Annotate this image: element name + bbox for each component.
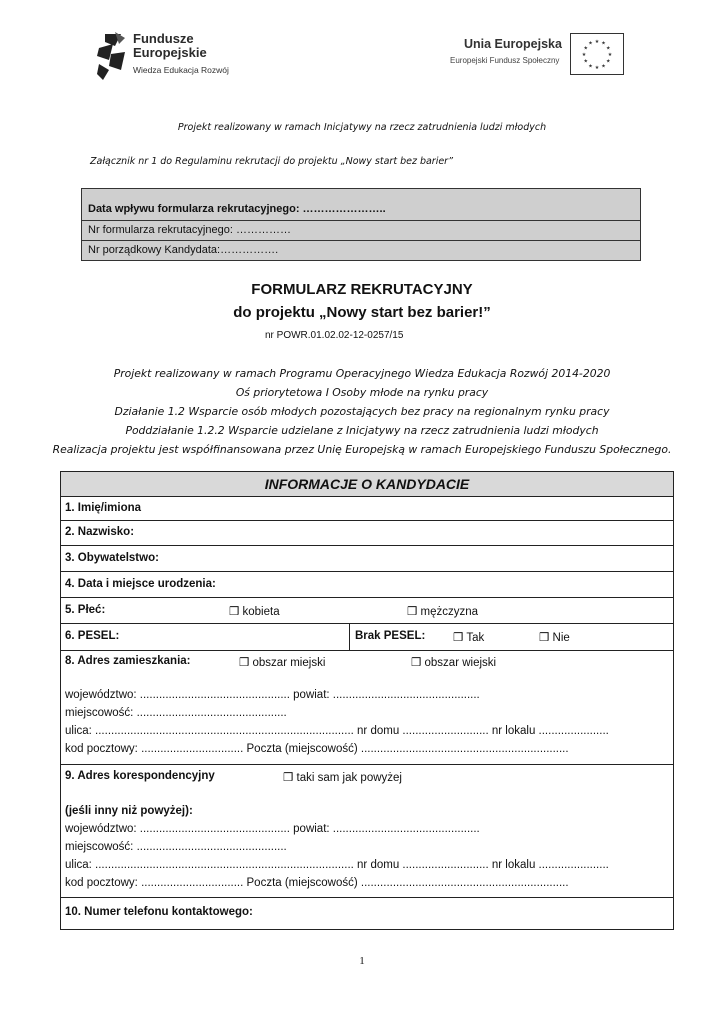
checkbox-icon: ❒ <box>539 632 550 644</box>
pesel-divider <box>349 624 350 650</box>
project-reference: nr POWR.01.02.02-12-0257/15 <box>265 330 404 341</box>
fe-logo-text: Fundusze Europejskie <box>133 31 207 60</box>
checkbox-icon: ❒ <box>229 606 240 618</box>
svg-text:★: ★ <box>581 52 587 58</box>
description-line: Poddziałanie 1.2.2 Wsparcie udzielane z Inicjatywy na rzecz zatrudnienia ludzi młodych <box>125 424 599 437</box>
fundusze-europejskie-logo <box>95 30 245 82</box>
fe-logo-subtitle: Wiedza Edukacja Rozwój <box>133 65 229 75</box>
field-citizenship[interactable]: 3. Obywatelstwo: <box>61 546 673 572</box>
section-title: INFORMACJE O KANDYDACIE <box>61 472 673 497</box>
field-correspondence-address: 9. Adres korespondencyjny ❒ taki sam jak powyżej (jeśli inny niż powyżej): województwo: ............................................... powiat: .............................................. miejscowość: ............................................... ulica: ................................................................................. nr domu ........................... nr lokalu ...................... kod pocztowy: ................................ Poczta (miejscowość) ................................................................. <box>61 765 673 898</box>
form-subtitle: do projektu „Nowy start bez barier!” <box>233 304 491 321</box>
no-pesel-no-option[interactable]: ❒ Nie <box>539 632 570 644</box>
project-description <box>0 364 724 459</box>
svg-text:★: ★ <box>606 45 611 52</box>
field-pesel[interactable]: 6. PESEL: Brak PESEL: ❒ Tak ❒ Nie <box>61 624 673 651</box>
page-number: 1 <box>359 955 365 967</box>
svg-text:★: ★ <box>583 58 588 65</box>
gender-female-option[interactable]: ❒ kobieta <box>229 606 280 618</box>
svg-text:★: ★ <box>607 52 613 58</box>
description-line: Projekt realizowany w ramach Programu Operacyjnego Wiedza Edukacja Rozwój 2014-2020 <box>113 367 611 380</box>
checkbox-icon: ❒ <box>411 657 422 669</box>
address-postcode-line[interactable]: kod pocztowy: ................................ Poczta (miejscowość) ................................................................. <box>65 743 569 755</box>
registration-box <box>81 188 641 261</box>
same-as-above-option[interactable]: ❒ taki sam jak powyżej <box>283 772 402 784</box>
svg-text:★: ★ <box>601 40 606 47</box>
checkbox-icon: ❒ <box>407 606 418 618</box>
address-street-line[interactable]: ulica: ................................................................................. nr domu ........................... nr lokalu ...................... <box>65 725 609 737</box>
eu-flag-icon <box>570 33 624 75</box>
no-pesel-yes-option[interactable]: ❒ Tak <box>453 632 485 644</box>
form-title: FORMULARZ REKRUTACYJNY <box>251 281 473 298</box>
correspondence-note: (jeśli inny niż powyżej): <box>65 805 193 817</box>
svg-text:★: ★ <box>594 65 600 71</box>
corr-town-line[interactable]: miejscowość: ............................................... <box>65 841 287 853</box>
checkbox-icon: ❒ <box>453 632 464 644</box>
corr-postcode-line[interactable]: kod pocztowy: ................................ Poczta (miejscowość) ................................................................. <box>65 877 569 889</box>
svg-text:★: ★ <box>583 45 588 52</box>
receipt-date-row[interactable]: Data wpływu formularza rekrutacyjnego: ………………….. <box>82 189 640 220</box>
project-line: Projekt realizowany w ramach Inicjatywy na rzecz zatrudnienia ludzi młodych <box>177 122 547 133</box>
fe-star-icon <box>95 30 129 82</box>
field-surname[interactable]: 2. Nazwisko: <box>61 521 673 546</box>
checkbox-icon: ❒ <box>239 657 250 669</box>
svg-text:★: ★ <box>588 40 593 47</box>
field-first-name[interactable]: 1. Imię/imiona <box>61 497 673 521</box>
eu-logo <box>450 33 625 75</box>
field-birth-date-place[interactable]: 4. Data i miejsce urodzenia: <box>61 572 673 598</box>
field-residence-address: 8. Adres zamieszkania: ❒ obszar miejski ❒ obszar wiejski województwo: ............................................... powiat: .............................................. miejscowość: ............................................... ulica: ................................................................................. nr domu ........................... nr lokalu ...................... kod pocztowy: ................................ Poczta (miejscowość) ................................................................. <box>61 651 673 765</box>
eu-logo-subtitle: Europejski Fundusz Społeczny <box>450 56 560 65</box>
svg-text:★: ★ <box>606 58 611 65</box>
field-gender: 5. Płeć: ❒ kobieta ❒ mężczyzna <box>61 598 673 624</box>
eu-logo-title: Unia Europejska <box>464 37 562 51</box>
address-voivodeship-line[interactable]: województwo: ............................................... powiat: .............................................. <box>65 689 480 701</box>
svg-text:★: ★ <box>588 63 593 70</box>
attachment-line: Załącznik nr 1 do Regulaminu rekrutacji do projektu „Nowy start bez barier” <box>90 156 454 167</box>
gender-male-option[interactable]: ❒ mężczyzna <box>407 606 479 618</box>
checkbox-icon: ❒ <box>283 772 294 784</box>
description-line: Oś priorytetowa I Osoby młode na rynku pracy <box>235 386 489 399</box>
svg-text:★: ★ <box>601 63 606 70</box>
corr-voivodeship-line[interactable]: województwo: ............................................... powiat: .............................................. <box>65 823 480 835</box>
candidate-info-table <box>60 471 674 930</box>
description-line: Działanie 1.2 Wsparcie osób młodych pozostających bez pracy na regionalnym rynku pracy <box>114 405 610 418</box>
description-line: Realizacja projektu jest współfinansowana przez Unię Europejską w ramach Europejskiego Funduszu Społecznego. <box>52 443 672 456</box>
urban-area-option[interactable]: ❒ obszar miejski <box>239 657 326 669</box>
form-number-row[interactable]: Nr formularza rekrutacyjnego: …………… <box>82 220 640 240</box>
address-town-line[interactable]: miejscowość: ............................................... <box>65 707 287 719</box>
candidate-number-row[interactable]: Nr porządkowy Kandydata:……………. <box>82 240 640 260</box>
corr-street-line[interactable]: ulica: ................................................................................. nr domu ........................... nr lokalu ...................... <box>65 859 609 871</box>
rural-area-option[interactable]: ❒ obszar wiejski <box>411 657 497 669</box>
field-phone[interactable]: 10. Numer telefonu kontaktowego: <box>65 906 253 918</box>
svg-text:★: ★ <box>594 39 600 45</box>
